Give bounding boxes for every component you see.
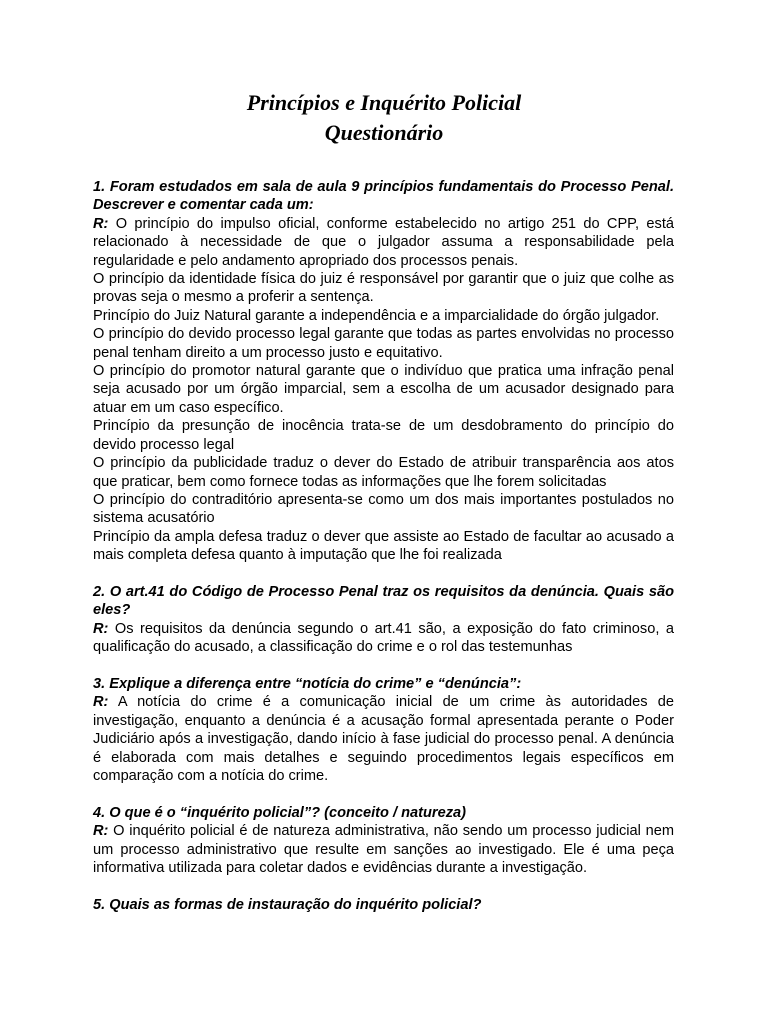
question-text: 5. Quais as formas de instauração do inquérito policial? — [93, 896, 482, 913]
answer-paragraph: O princípio do promotor natural garante que o indivíduo que pratica uma infração penal seja acusado por um órgão imparcial, sem a escolha de um acusador designado para atuar em um caso específico. — [93, 363, 674, 416]
document-title — [0, 88, 768, 148]
answer-text: O princípio do impulso oficial, conforme estabelecido no artigo 251 do CPP, está relacionado à necessidade de que o julgador assuma a responsabilidade pela regularidade e pelo andamento apropriado dos processos penais. — [93, 215, 674, 269]
answer-label: R: — [93, 620, 109, 637]
answer-paragraph: O princípio da identidade física do juiz é responsável por garantir que o juiz que colhe as provas seja o mesmo a proferir a sentença. — [93, 271, 674, 306]
question-block-5 — [93, 896, 674, 914]
answer-paragraph: Princípio da presunção de inocência trata-se de um desdobramento do princípio do devido processo legal — [93, 418, 674, 453]
answer-paragraph: O princípio do devido processo legal garante que todas as partes envolvidas no processo penal tenham direito a um processo justo e equitativo. — [93, 326, 674, 361]
document-body — [93, 178, 674, 933]
answer-text: Os requisitos da denúncia segundo o art.41 são, a exposição do fato criminoso, a qualificação do acusado, a classificação do crime e o rol das testemunhas — [93, 620, 674, 656]
question-text: 2. O art.41 do Código de Processo Penal traz os requisitos da denúncia. Quais são eles? — [93, 583, 674, 619]
answer-paragraph: O princípio da publicidade traduz o dever do Estado de atribuir transparência aos atos que praticar, bem como fornece todas as informações que lhe forem solicitadas — [93, 455, 674, 490]
question-text: 1. Foram estudados em sala de aula 9 princípios fundamentais do Processo Penal. Descrever e comentar cada um: — [93, 179, 674, 214]
question-text: 3. Explique a diferença entre “notícia do crime” e “denúncia”: — [93, 675, 522, 692]
answer-paragraph — [93, 693, 674, 785]
answer-label: R: — [93, 823, 109, 840]
question-block-1 — [93, 178, 674, 565]
title-line-1: Princípios e Inquérito Policial — [246, 90, 522, 115]
answer-label: R: — [93, 694, 109, 711]
answer-paragraph — [93, 215, 674, 270]
answer-paragraph: Princípio da ampla defesa traduz o dever que assiste ao Estado de facultar ao acusado a mais completa defesa quanto à imputação que lhe foi realizada — [93, 528, 674, 564]
question-block-3 — [93, 675, 674, 785]
question-block-4 — [93, 804, 674, 878]
answer-paragraph — [93, 620, 674, 657]
answer-text: A notícia do crime é a comunicação inicial de um crime às autoridades de investigação, enquanto a denúncia é a acusação formal apresentada perante o Poder Judiciário após a investigação, dando início à fase judicial do processo penal. A denúncia é elaborada com mais detalhes e seguindo procedimentos legais específicos em comparação com a notícia do crime. — [93, 694, 674, 784]
answer-text: O inquérito policial é de natureza administrativa, não sendo um processo judicial nem um processo administrativo que resulte em sanções ao investigado. Ele é uma peça informativa utilizada para coletar dados e evidências durante a investigação. — [93, 823, 674, 876]
question-text: 4. O que é o “inquérito policial”? (conceito / natureza) — [93, 804, 466, 821]
question-block-2 — [93, 583, 674, 657]
answer-label: R: — [93, 215, 109, 232]
answer-paragraph: Princípio do Juiz Natural garante a independência e a imparcialidade do órgão julgador. — [93, 307, 660, 324]
answer-paragraph: O princípio do contraditório apresenta-se como um dos mais importantes postulados no sistema acusatório — [93, 491, 674, 527]
title-line-2: Questionário — [324, 120, 444, 145]
answer-paragraph — [93, 822, 674, 877]
